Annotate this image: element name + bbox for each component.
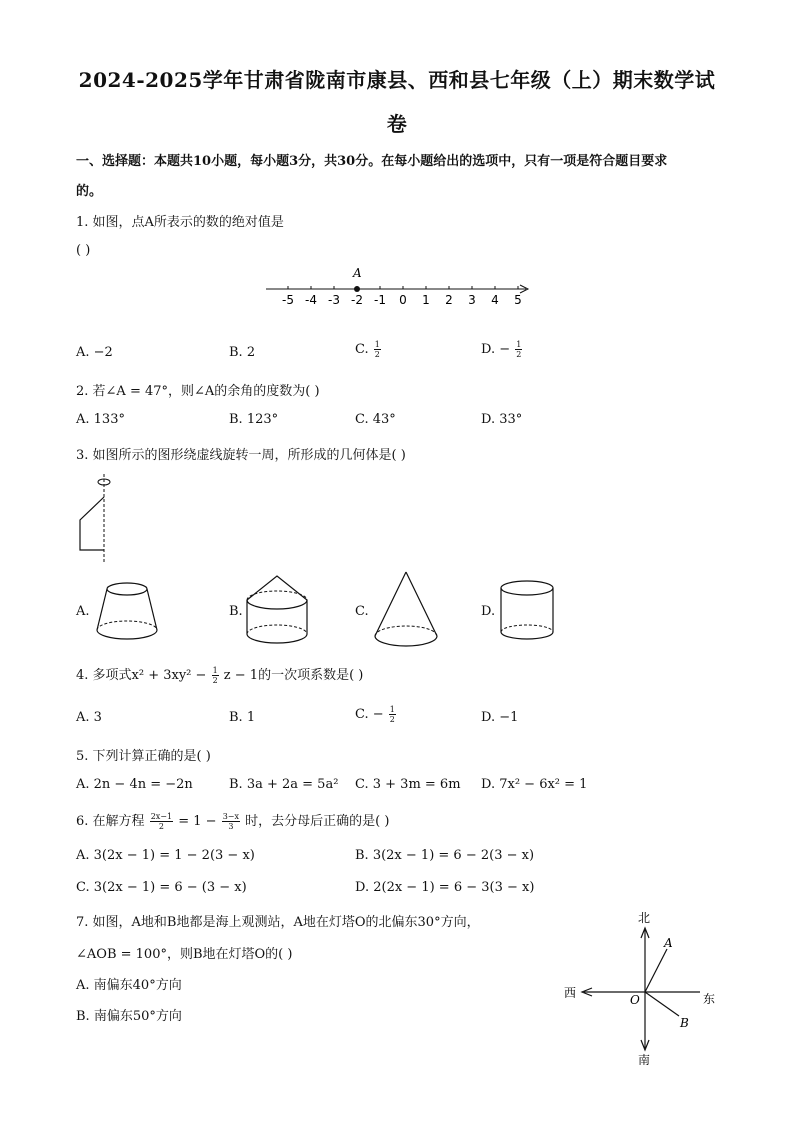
number-line-tick-label: 5: [514, 293, 522, 307]
question-7-line1: 7. 如图，A地和B地都是海上观测站，A地在灯塔O的北偏东30°方向，: [76, 915, 480, 930]
q3-option-b-cone-cylinder[interactable]: [244, 574, 310, 646]
point-a-label: A: [664, 936, 673, 950]
q1-option-c[interactable]: [355, 340, 382, 359]
ray-oa: [645, 949, 667, 992]
q4-c-num: 1: [389, 705, 395, 714]
question-1-paren: ( ): [76, 243, 91, 258]
question-6-text: [76, 810, 389, 831]
number-line-tick-label: -3: [328, 293, 340, 307]
q6-f2-den: 3: [228, 822, 234, 831]
q4-option-b[interactable]: B. 1: [229, 710, 256, 725]
q7-option-b[interactable]: B. 南偏东50°方向: [76, 1009, 182, 1024]
number-line-tick-label: 3: [468, 293, 476, 307]
q1-c-den: 2: [374, 350, 380, 359]
page-title-line2: 卷: [386, 112, 408, 136]
number-line-tick-label: -4: [305, 293, 317, 307]
q7-option-a[interactable]: A. 南偏东40°方向: [76, 978, 182, 993]
q5-option-c[interactable]: C. 3 + 3m = 6m: [355, 777, 461, 792]
section-header-line1: 一、选择题：本题共10小题，每小题3分，共30分。在每小题给出的选项中，只有一项是符合题目要求: [76, 154, 668, 169]
rotation-shape: [80, 497, 104, 550]
q5-option-b[interactable]: B. 3a + 2a = 5a²: [229, 777, 339, 792]
q6-fraction-1: [150, 812, 173, 831]
q2-option-b[interactable]: B. 123°: [229, 412, 279, 427]
q2-option-c[interactable]: C. 43°: [355, 412, 396, 427]
rotation-figure: [72, 470, 122, 565]
point-a-label: A: [353, 266, 362, 280]
question-1-text: 1. 如图，点A所表示的数的绝对值是: [76, 215, 284, 230]
q3-option-a-label[interactable]: A.: [76, 604, 90, 619]
q6-f2-num: 3−x: [222, 812, 240, 821]
q1-option-c-prefix: C.: [355, 342, 369, 357]
q6-option-b[interactable]: B. 3(2x − 1) = 6 − 2(3 − x): [355, 848, 535, 863]
number-line-tick-label: 1: [422, 293, 430, 307]
q3-option-c-cone[interactable]: [372, 570, 440, 654]
q3-option-b-label[interactable]: B.: [229, 604, 243, 619]
q1-c-num: 1: [374, 340, 380, 349]
question-2-text: 2. 若∠A = 47°，则∠A的余角的度数为( ): [76, 384, 320, 399]
q6-f1-den: 2: [158, 822, 164, 831]
number-line-tick-label: 4: [491, 293, 499, 307]
number-line-tick-label: 2: [445, 293, 453, 307]
point-b-label: B: [680, 1016, 689, 1030]
q1-d-num: 1: [516, 340, 522, 349]
q3-option-d-label[interactable]: D.: [481, 604, 496, 619]
q4-fraction: [212, 666, 219, 685]
q6-option-c[interactable]: C. 3(2x − 1) = 6 − (3 − x): [76, 880, 247, 895]
question-3-text: 3. 如图所示的图形绕虚线旋转一周，所形成的几何体是( ): [76, 448, 406, 463]
point-a-marker: [354, 286, 360, 292]
q6-text-pre: 6. 在解方程: [76, 814, 145, 829]
east-label: 东: [703, 992, 716, 1006]
q2-option-a[interactable]: A. 133°: [76, 412, 125, 427]
question-4-text: [76, 664, 363, 685]
q3-option-d-cylinder[interactable]: [498, 578, 556, 646]
north-label: 北: [638, 911, 651, 925]
question-5-text: 5. 下列计算正确的是( ): [76, 749, 211, 764]
q1-option-c-fraction: [374, 340, 381, 359]
q4-text-pre: 4. 多项式x² + 3xy² −: [76, 668, 207, 683]
west-label: 西: [564, 986, 577, 1000]
q1-option-d-fraction: [515, 340, 522, 359]
q1-option-a[interactable]: A. −2: [76, 345, 113, 360]
q5-option-d[interactable]: D. 7x² − 6x² = 1: [481, 777, 588, 792]
number-line-tick-label: -5: [282, 293, 294, 307]
q1-option-b[interactable]: B. 2: [229, 345, 256, 360]
origin-o-label: O: [630, 993, 640, 1007]
south-label: 南: [638, 1053, 651, 1067]
number-line-tick-label: -1: [374, 293, 386, 307]
q6-fraction-2: [222, 812, 240, 831]
q4-option-c-fraction: [389, 705, 396, 724]
q5-option-a[interactable]: A. 2n − 4n = −2n: [76, 777, 193, 792]
q4-option-c-prefix: C. −: [355, 707, 384, 722]
q4-frac-num: 1: [212, 666, 218, 675]
q6-option-d[interactable]: D. 2(2x − 1) = 6 − 3(3 − x): [355, 880, 535, 895]
number-line-tick-label: 0: [399, 293, 407, 307]
q6-option-a[interactable]: A. 3(2x − 1) = 1 − 2(3 − x): [76, 848, 255, 863]
q1-option-d-prefix: D. −: [481, 342, 511, 357]
section-header-line2: 的。: [76, 184, 103, 199]
q1-option-d[interactable]: [481, 340, 523, 359]
q1-d-den: 2: [516, 350, 522, 359]
question-7-line2: ∠AOB = 100°，则B地在灯塔O的( ): [76, 947, 293, 962]
number-line-figure: [260, 262, 540, 308]
q4-option-c[interactable]: [355, 705, 397, 724]
q3-option-a-frustum[interactable]: [94, 580, 160, 644]
q2-option-d[interactable]: D. 33°: [481, 412, 523, 427]
q6-text-mid: = 1 −: [178, 814, 217, 829]
number-line-tick-label: -2: [351, 293, 363, 307]
compass-figure: [560, 908, 730, 1068]
q4-option-d[interactable]: D. −1: [481, 710, 519, 725]
q6-text-post: 时，去分母后正确的是( ): [245, 814, 390, 829]
q4-option-a[interactable]: A. 3: [76, 710, 102, 725]
q4-frac-den: 2: [212, 676, 218, 685]
q4-text-post: z − 1的一次项系数是( ): [223, 668, 364, 683]
q6-f1-num: 2x−1: [150, 812, 173, 821]
page-title-line1: 2024-2025学年甘肃省陇南市康县、西和县七年级（上）期末数学试: [78, 68, 716, 92]
q4-c-den: 2: [389, 715, 395, 724]
ray-ob: [645, 992, 679, 1016]
q3-option-c-label[interactable]: C.: [355, 604, 369, 619]
